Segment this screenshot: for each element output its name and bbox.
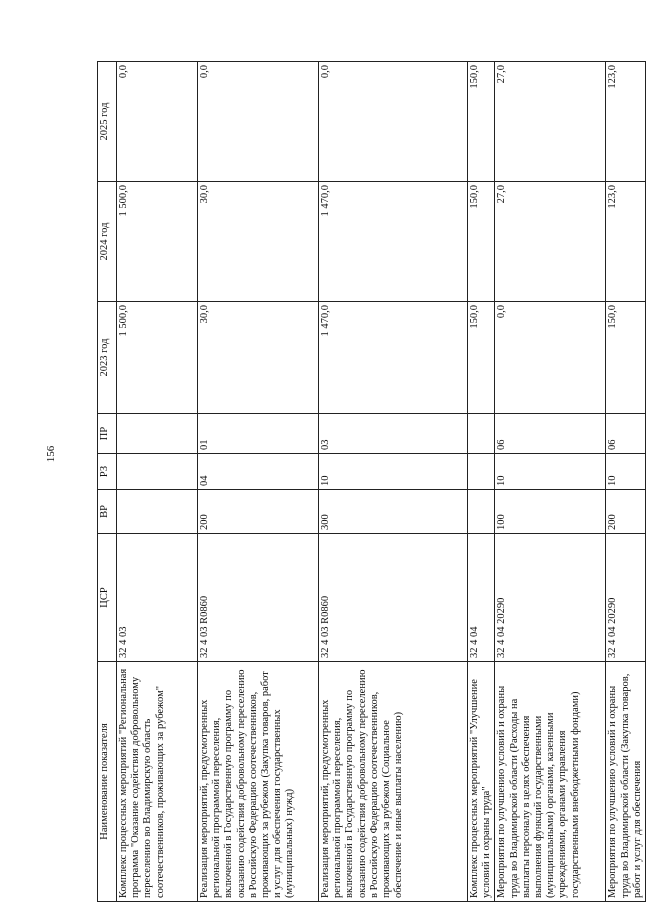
cell-2025: 123,0 — [606, 62, 646, 182]
header-vr: ВР — [98, 490, 117, 534]
cell-rz — [117, 454, 198, 490]
cell-name: Мероприятия по улучшению условий и охраны труда во Владимирской области (Расходы на выплаты персоналу в целях обеспечения выполнения функций государственными (муниципальными) органами, казенными учреждениями, органами управления государственными внебюджетными фондами) — [495, 662, 606, 902]
table-row — [319, 62, 468, 902]
cell-2025: 150,0 — [468, 62, 495, 182]
rotated-table-container — [97, 62, 643, 902]
cell-pr: 06 — [495, 414, 606, 454]
cell-name: Реализация мероприятий, предусмотренных региональной программой переселения, включенной в Государственную программу по оказанию содействия добровольному переселению в Российскую Федерацию соотечественников, проживающих за рубежом (Закупка товаров, работ и услуг для обеспечения государственных (муниципальных) нужд) — [198, 662, 319, 902]
cell-pr: 01 — [198, 414, 319, 454]
cell-vr — [117, 490, 198, 534]
cell-pr: 03 — [319, 414, 468, 454]
header-2025: 2025 год — [98, 62, 117, 182]
header-csr: ЦСР — [98, 534, 117, 662]
cell-2024: 27,0 — [495, 182, 606, 302]
cell-pr — [117, 414, 198, 454]
cell-vr: 200 — [606, 490, 646, 534]
cell-vr — [468, 490, 495, 534]
table-row — [117, 62, 198, 902]
cell-2024: 1 500,0 — [117, 182, 198, 302]
cell-name: Реализация мероприятий, предусмотренных региональной программой переселения, включенной в Государственную программу по оказанию содействия добровольному переселению в Российскую Федерацию соотечественников, проживающих за рубежом (Социальное обеспечение и иные выплаты населению) — [319, 662, 468, 902]
budget-table — [97, 61, 646, 902]
header-2024: 2024 год — [98, 182, 117, 302]
cell-rz: 10 — [319, 454, 468, 490]
cell-2024: 1 470,0 — [319, 182, 468, 302]
cell-2025: 0,0 — [117, 62, 198, 182]
cell-2023: 0,0 — [495, 302, 606, 414]
cell-csr: 32 4 04 — [468, 534, 495, 662]
cell-pr — [468, 414, 495, 454]
cell-2023: 30,0 — [198, 302, 319, 414]
cell-pr: 06 — [606, 414, 646, 454]
page-number: 156 — [45, 445, 57, 463]
cell-csr: 32 4 03 — [117, 534, 198, 662]
cell-csr: 32 4 03 R0860 — [319, 534, 468, 662]
header-rz: РЗ — [98, 454, 117, 490]
table-row — [495, 62, 606, 902]
cell-rz: 04 — [198, 454, 319, 490]
cell-2023: 150,0 — [468, 302, 495, 414]
cell-vr: 300 — [319, 490, 468, 534]
cell-2024: 123,0 — [606, 182, 646, 302]
cell-2025: 0,0 — [198, 62, 319, 182]
cell-rz: 10 — [606, 454, 646, 490]
table-row — [198, 62, 319, 902]
cell-csr: 32 4 04 20290 — [495, 534, 606, 662]
cell-2024: 30,0 — [198, 182, 319, 302]
cell-csr: 32 4 04 20290 — [606, 534, 646, 662]
cell-name: Мероприятия по улучшению условий и охраны труда во Владимирской области (Закупка товаров, работ и услуг для обеспечения — [606, 662, 646, 902]
cell-2024: 150,0 — [468, 182, 495, 302]
cell-2023: 150,0 — [606, 302, 646, 414]
cell-name: Комплекс процессных мероприятий "Улучшение условий и охраны труда" — [468, 662, 495, 902]
table-row — [468, 62, 495, 902]
cell-vr: 100 — [495, 490, 606, 534]
table-row — [606, 62, 646, 902]
cell-2025: 0,0 — [319, 62, 468, 182]
header-row — [98, 62, 117, 902]
cell-name: Комплекс процессных мероприятий "Региональная программа "Оказание содействия добровольному переселению во Владимирскую область соотечественников, проживающих за рубежом" — [117, 662, 198, 902]
cell-vr: 200 — [198, 490, 319, 534]
cell-csr: 32 4 03 R0860 — [198, 534, 319, 662]
cell-2023: 1 500,0 — [117, 302, 198, 414]
header-name: Наименование показателя — [98, 662, 117, 902]
cell-2023: 1 470,0 — [319, 302, 468, 414]
cell-rz: 10 — [495, 454, 606, 490]
header-2023: 2023 год — [98, 302, 117, 414]
header-pr: ПР — [98, 414, 117, 454]
cell-rz — [468, 454, 495, 490]
cell-2025: 27,0 — [495, 62, 606, 182]
